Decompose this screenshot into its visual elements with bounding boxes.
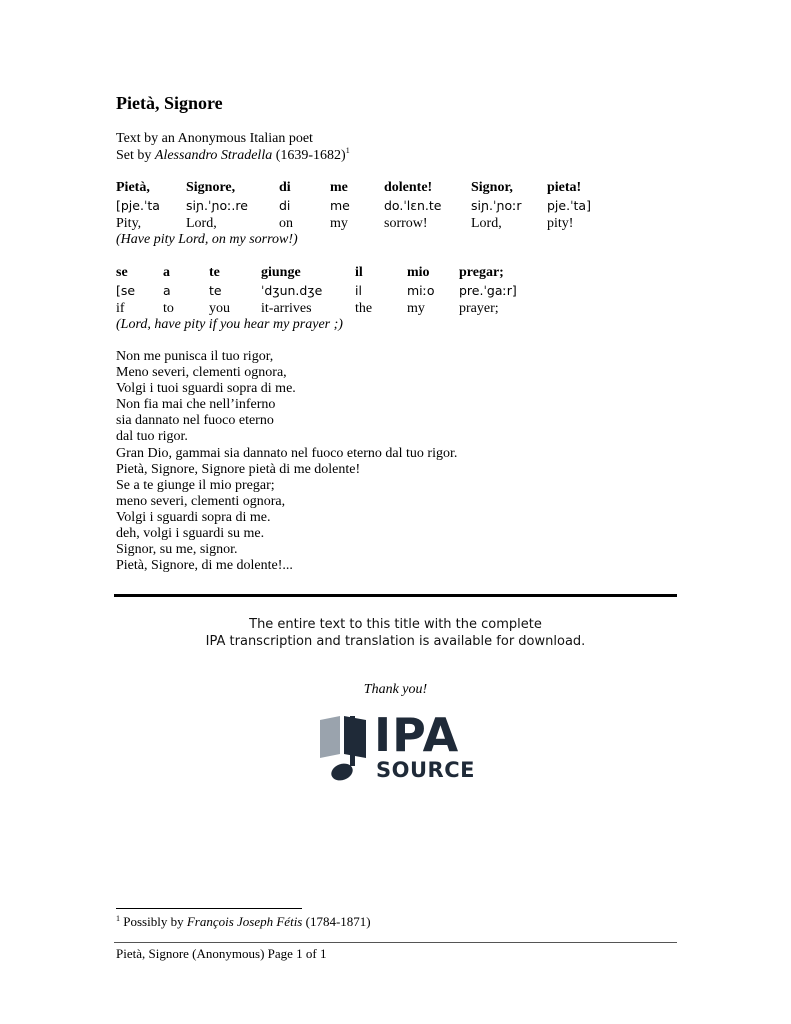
page-footer: Pietà, Signore (Anonymous) Page 1 of 1 xyxy=(116,946,327,961)
gloss-word: Lord, xyxy=(186,216,217,231)
poem-line: Gran Dio, gammai sia dannato nel fuoco eterno dal tuo rigor. xyxy=(116,445,458,461)
poem-text xyxy=(116,349,457,574)
gloss-word: the xyxy=(355,301,373,316)
gloss-word: to xyxy=(163,301,174,316)
book-music-note-icon xyxy=(318,714,374,784)
footnote-number: 1 xyxy=(116,914,120,923)
poem-line: dal tuo rigor. xyxy=(116,429,188,445)
notice-line: The entire text to this title with the complete xyxy=(249,617,542,632)
poem-line: Non fia mai che nell’inferno xyxy=(116,397,276,413)
gloss-word: on xyxy=(279,216,293,231)
ipa-word: me xyxy=(330,198,350,213)
stanza1-ipa-row xyxy=(0,198,791,216)
stanza1-translation: (Have pity Lord, on my sorrow!) xyxy=(116,232,298,247)
poem-line: Se a te giunge il mio pregar; xyxy=(116,477,275,493)
poem-line: Volgi i tuoi sguardi sopra di me. xyxy=(116,381,296,397)
word: mio xyxy=(407,265,430,280)
poem-line: Non me punisca il tuo rigor, xyxy=(116,349,274,364)
word: te xyxy=(209,265,220,280)
footnote-name: François Joseph Fétis xyxy=(186,914,303,929)
word: Pietà, xyxy=(116,180,150,195)
ipa-word: [pje.ˈta xyxy=(116,198,160,213)
gloss-word: Pity, xyxy=(116,216,142,231)
footnote-prefix: Possibly by xyxy=(120,914,187,929)
ipa-word: te xyxy=(209,283,222,298)
word: Signore, xyxy=(186,180,236,195)
composer-name: Alessandro Stradella xyxy=(154,148,273,163)
word: giunge xyxy=(261,265,301,280)
composer-credit xyxy=(116,147,350,164)
composer-dates: (1639-1682) xyxy=(272,148,346,163)
ipa-word: pre.ˈgaːr] xyxy=(459,283,517,298)
word: pieta! xyxy=(547,180,582,195)
gloss-word: sorrow! xyxy=(384,216,428,231)
word: me xyxy=(330,180,348,195)
ipa-word: [se xyxy=(116,283,136,298)
footnote-dates: (1784-1871) xyxy=(302,914,371,929)
ipa-word: il xyxy=(355,283,362,298)
word: pregar; xyxy=(459,265,504,280)
footer-rule xyxy=(114,942,677,943)
stanza2-ipa-row xyxy=(0,283,791,301)
word: dolente! xyxy=(384,180,433,195)
gloss-word: you xyxy=(209,301,230,316)
download-notice xyxy=(114,616,677,650)
poem-line: Pietà, Signore, di me dolente!... xyxy=(116,558,293,574)
logo-wordmark: IPA xyxy=(374,708,460,762)
footnote-marker: 1 xyxy=(345,146,350,155)
gloss-word: prayer; xyxy=(459,301,499,316)
set-by-prefix: Set by xyxy=(116,148,155,163)
poem-line: Pietà, Signore, Signore pietà di me dolente! xyxy=(116,461,361,477)
stanza2-translation: (Lord, have pity if you hear my prayer ;) xyxy=(116,317,343,332)
page-title: Pietà, Signore xyxy=(116,93,223,113)
gloss-word: if xyxy=(116,301,125,316)
section-divider xyxy=(114,594,677,597)
word: a xyxy=(163,265,170,280)
poem-line: Volgi i sguardi sopra di me. xyxy=(116,509,271,525)
word: di xyxy=(279,180,291,195)
stanza1-italian-row xyxy=(0,180,791,198)
poem-line: sia dannato nel fuoco eterno xyxy=(116,413,274,429)
footnote xyxy=(116,914,371,930)
ipa-word: do.ˈlɛn.te xyxy=(384,198,442,213)
ipa-word: pje.ˈta] xyxy=(547,198,591,213)
logo-subtitle: SOURCE xyxy=(376,758,475,782)
ipa-word: siɲ.ˈɲoːr xyxy=(471,198,522,213)
gloss-word: it-arrives xyxy=(261,301,312,316)
ipa-word: a xyxy=(163,283,171,298)
poem-line: meno severi, clementi ognora, xyxy=(116,493,286,509)
gloss-word: pity! xyxy=(547,216,574,231)
poem-line: Meno severi, clementi ognora, xyxy=(116,365,287,381)
word: se xyxy=(116,265,128,280)
text-credit: Text by an Anonymous Italian poet xyxy=(116,131,313,146)
ipa-word: miːo xyxy=(407,283,435,298)
poem-line: deh, volgi i sguardi su me. xyxy=(116,526,265,542)
thank-you-text: Thank you! xyxy=(363,682,428,697)
ipa-word: di xyxy=(279,198,291,213)
gloss-word: Lord, xyxy=(471,216,502,231)
word: Signor, xyxy=(471,180,513,195)
footnote-rule xyxy=(116,908,302,909)
ipa-source-logo xyxy=(318,708,478,786)
word: il xyxy=(355,265,363,280)
poem-line: Signor, su me, signor. xyxy=(116,542,238,558)
gloss-word: my xyxy=(330,216,348,231)
stanza2-italian-row xyxy=(0,265,791,283)
ipa-word: siɲ.ˈɲoː.re xyxy=(186,198,248,213)
gloss-word: my xyxy=(407,301,425,316)
notice-line: IPA transcription and translation is available for download. xyxy=(205,634,586,649)
ipa-word: ˈdʒun.dʒe xyxy=(261,283,323,298)
